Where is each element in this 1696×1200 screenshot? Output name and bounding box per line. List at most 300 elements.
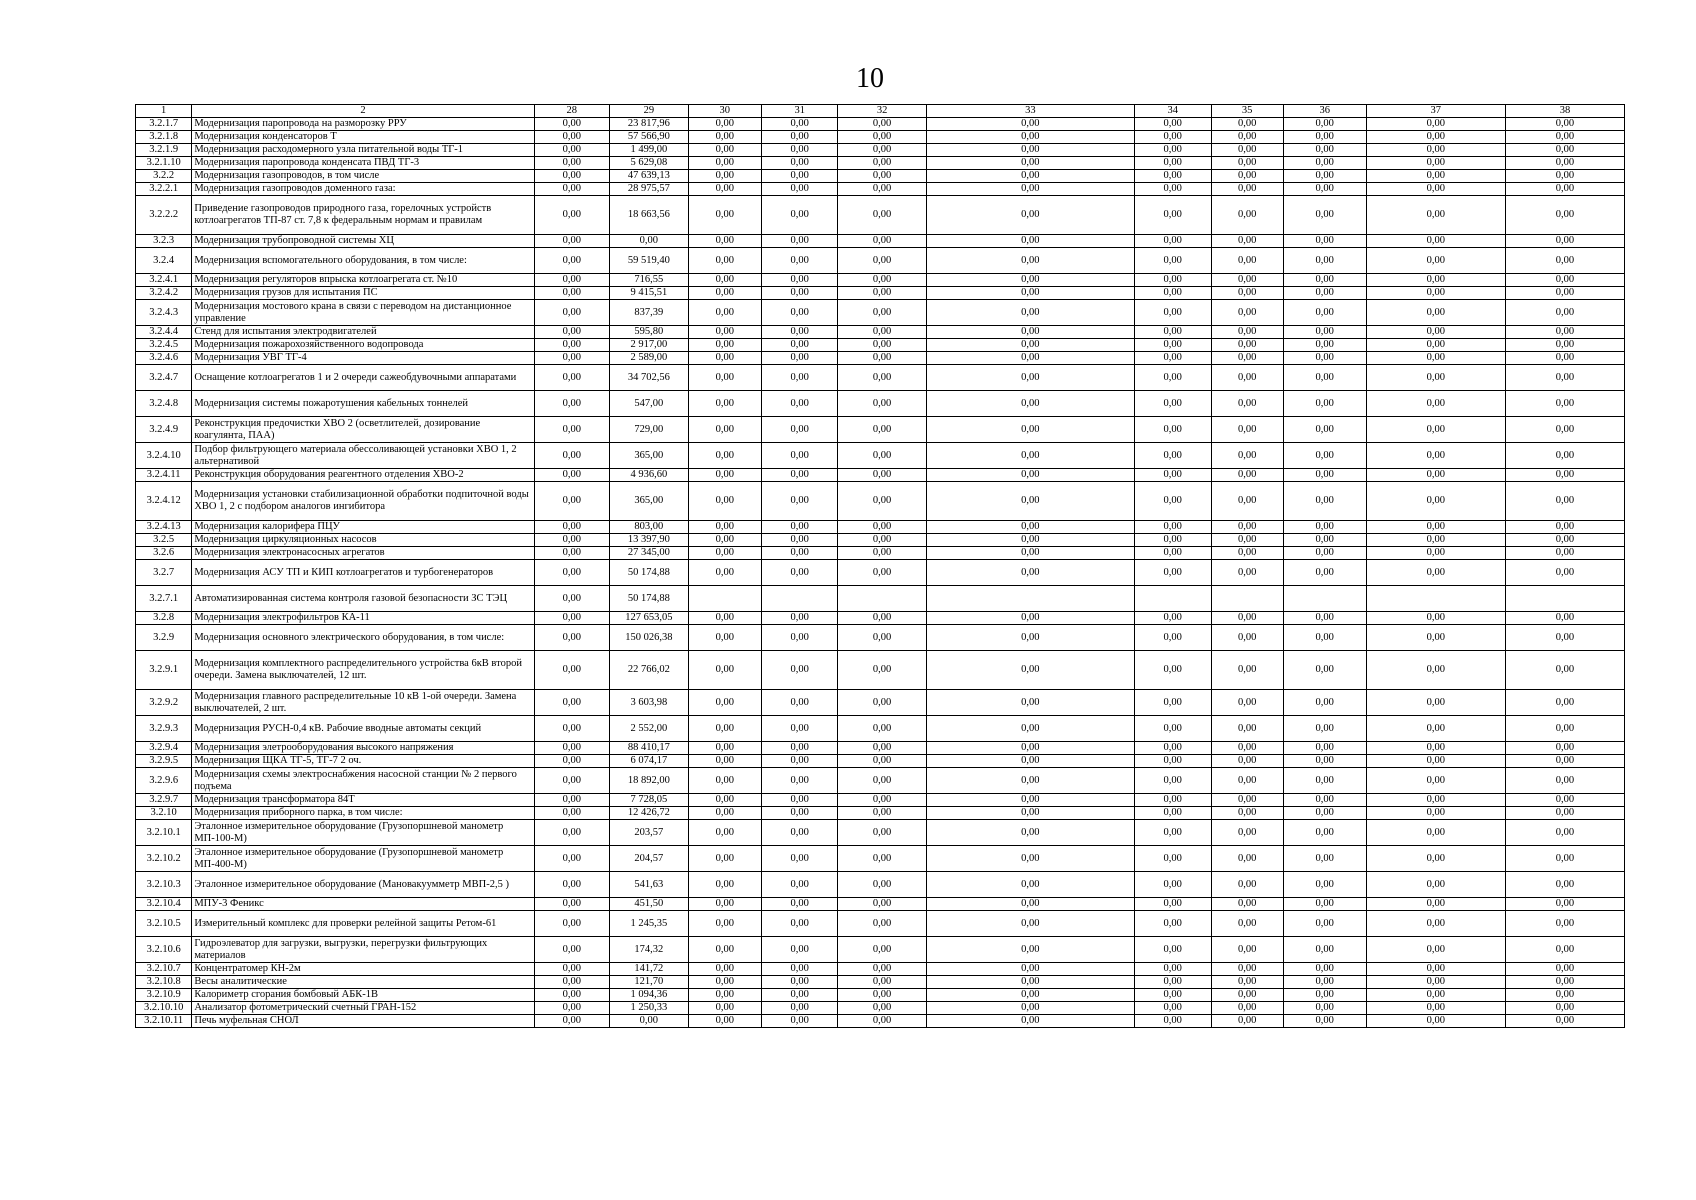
cell-col-32: 0,00 [838,1002,926,1015]
row-name: Модернизация ЩКА ТГ-5, ТГ-7 2 оч. [192,755,534,768]
table-row [136,963,1625,976]
cell-col-33: 0,00 [926,911,1134,937]
cell-col-29: 141,72 [610,963,689,976]
cell-col-30: 0,00 [688,690,761,716]
cell-col-28: 0,00 [534,365,609,391]
cell-col-29: 174,32 [610,937,689,963]
cell-col-38: 0,00 [1505,911,1624,937]
cell-col-36: 0,00 [1283,144,1366,157]
cell-col-34: 0,00 [1134,547,1211,560]
row-number: 3.2.10.8 [136,976,192,989]
cell-col-29: 150 026,38 [610,625,689,651]
cell-col-31: 0,00 [761,846,838,872]
cell-col-38: 0,00 [1505,625,1624,651]
cell-col-38 [1505,586,1624,612]
row-name: Модернизация главного распределительные 10 кВ 1-ой очереди. Замена выключателей, 2 шт. [192,690,534,716]
cell-col-28: 0,00 [534,547,609,560]
cell-col-36: 0,00 [1283,989,1366,1002]
column-header-2: 2 [192,105,534,118]
cell-col-34: 0,00 [1134,469,1211,482]
cell-col-35: 0,00 [1211,131,1283,144]
cell-col-33: 0,00 [926,1002,1134,1015]
cell-col-36: 0,00 [1283,690,1366,716]
column-header-32: 32 [838,105,926,118]
cell-col-30: 0,00 [688,170,761,183]
cell-col-36: 0,00 [1283,183,1366,196]
cell-col-33: 0,00 [926,625,1134,651]
row-number: 3.2.1.9 [136,144,192,157]
cell-col-28: 0,00 [534,534,609,547]
cell-col-38: 0,00 [1505,300,1624,326]
cell-col-36: 0,00 [1283,235,1366,248]
cell-col-32: 0,00 [838,612,926,625]
cell-col-37: 0,00 [1366,768,1505,794]
cell-col-30 [688,586,761,612]
cell-col-28: 0,00 [534,443,609,469]
cell-col-29: 203,57 [610,820,689,846]
cell-col-30: 0,00 [688,742,761,755]
cell-col-33: 0,00 [926,872,1134,898]
cell-col-35: 0,00 [1211,690,1283,716]
table-row [136,898,1625,911]
row-name: Модернизация расходомерного узла питательной воды ТГ-1 [192,144,534,157]
row-number: 3.2.9.4 [136,742,192,755]
cell-col-29: 1 094,36 [610,989,689,1002]
cell-col-31: 0,00 [761,690,838,716]
cell-col-28: 0,00 [534,131,609,144]
cell-col-32: 0,00 [838,1015,926,1028]
cell-col-37: 0,00 [1366,937,1505,963]
cell-col-38: 0,00 [1505,768,1624,794]
cell-col-28: 0,00 [534,768,609,794]
table-row [136,586,1625,612]
cell-col-28: 0,00 [534,417,609,443]
row-number: 3.2.4.9 [136,417,192,443]
header-row [136,105,1625,118]
table-row [136,443,1625,469]
cell-col-28: 0,00 [534,157,609,170]
cell-col-38: 0,00 [1505,391,1624,417]
cell-col-36: 0,00 [1283,118,1366,131]
cell-col-29: 803,00 [610,521,689,534]
cell-col-35 [1211,586,1283,612]
cell-col-32: 0,00 [838,391,926,417]
cell-col-36: 0,00 [1283,547,1366,560]
cell-col-30: 0,00 [688,157,761,170]
cell-col-30: 0,00 [688,521,761,534]
cell-col-34: 0,00 [1134,560,1211,586]
cell-col-34: 0,00 [1134,612,1211,625]
cell-col-37: 0,00 [1366,274,1505,287]
cell-col-32: 0,00 [838,482,926,521]
row-name: Модернизация основного электрического оборудования, в том числе: [192,625,534,651]
table-body [136,118,1625,1028]
cell-col-36: 0,00 [1283,365,1366,391]
cell-col-36: 0,00 [1283,196,1366,235]
cell-col-33: 0,00 [926,742,1134,755]
cell-col-32: 0,00 [838,547,926,560]
column-header-33: 33 [926,105,1134,118]
row-name: МПУ-3 Феникс [192,898,534,911]
cell-col-33: 0,00 [926,170,1134,183]
row-name: Концентратомер КН-2м [192,963,534,976]
cell-col-28: 0,00 [534,352,609,365]
row-name: Модернизация трансформатора 84Т [192,794,534,807]
row-name: Стенд для испытания электродвигателей [192,326,534,339]
cell-col-32: 0,00 [838,521,926,534]
cell-col-32: 0,00 [838,768,926,794]
cell-col-35: 0,00 [1211,196,1283,235]
cell-col-36: 0,00 [1283,716,1366,742]
cell-col-34: 0,00 [1134,651,1211,690]
table-row [136,521,1625,534]
cell-col-35: 0,00 [1211,1002,1283,1015]
cell-col-28: 0,00 [534,976,609,989]
cell-col-32: 0,00 [838,131,926,144]
cell-col-34: 0,00 [1134,716,1211,742]
cell-col-36: 0,00 [1283,248,1366,274]
cell-col-33: 0,00 [926,898,1134,911]
cell-col-30: 0,00 [688,183,761,196]
cell-col-32: 0,00 [838,755,926,768]
cell-col-31: 0,00 [761,417,838,443]
cell-col-32: 0,00 [838,144,926,157]
cell-col-33: 0,00 [926,560,1134,586]
cell-col-28: 0,00 [534,482,609,521]
row-number: 3.2.1.10 [136,157,192,170]
cell-col-36: 0,00 [1283,326,1366,339]
cell-col-32: 0,00 [838,976,926,989]
row-name: Модернизация электронасосных агрегатов [192,547,534,560]
cell-col-37: 0,00 [1366,131,1505,144]
cell-col-31: 0,00 [761,651,838,690]
cell-col-34: 0,00 [1134,911,1211,937]
row-number: 3.2.9.3 [136,716,192,742]
cell-col-32: 0,00 [838,846,926,872]
cell-col-31: 0,00 [761,872,838,898]
cell-col-30: 0,00 [688,469,761,482]
cell-col-30: 0,00 [688,716,761,742]
row-name: Реконструкция оборудования реагентного отделения ХВО-2 [192,469,534,482]
cell-col-28: 0,00 [534,196,609,235]
cell-col-32: 0,00 [838,235,926,248]
cell-col-38: 0,00 [1505,131,1624,144]
cell-col-37: 0,00 [1366,755,1505,768]
cell-col-37: 0,00 [1366,326,1505,339]
cell-col-34: 0,00 [1134,144,1211,157]
cell-col-35: 0,00 [1211,716,1283,742]
cell-col-30: 0,00 [688,755,761,768]
cell-col-37: 0,00 [1366,170,1505,183]
cell-col-35: 0,00 [1211,417,1283,443]
cell-col-30: 0,00 [688,976,761,989]
cell-col-37: 0,00 [1366,898,1505,911]
cell-col-28: 0,00 [534,651,609,690]
cell-col-30: 0,00 [688,989,761,1002]
row-name: Модернизация грузов для испытания ПС [192,287,534,300]
cell-col-32: 0,00 [838,326,926,339]
cell-col-33: 0,00 [926,651,1134,690]
cell-col-36: 0,00 [1283,872,1366,898]
row-name: Автоматизированная система контроля газовой безопасности ЗС ТЭЦ [192,586,534,612]
cell-col-33 [926,586,1134,612]
cell-col-34: 0,00 [1134,768,1211,794]
cell-col-34: 0,00 [1134,846,1211,872]
table-row [136,196,1625,235]
cell-col-34: 0,00 [1134,807,1211,820]
cell-col-30: 0,00 [688,235,761,248]
cell-col-33: 0,00 [926,443,1134,469]
row-number: 3.2.4.13 [136,521,192,534]
cell-col-36: 0,00 [1283,742,1366,755]
cell-col-31: 0,00 [761,365,838,391]
cell-col-29: 50 174,88 [610,560,689,586]
cell-col-38: 0,00 [1505,417,1624,443]
cell-col-28: 0,00 [534,872,609,898]
cell-col-28: 0,00 [534,612,609,625]
cell-col-38: 0,00 [1505,144,1624,157]
row-name: Модернизация регуляторов впрыска котлоагрегата ст. №10 [192,274,534,287]
column-header-37: 37 [1366,105,1505,118]
cell-col-33: 0,00 [926,300,1134,326]
cell-col-31: 0,00 [761,976,838,989]
cell-col-30: 0,00 [688,443,761,469]
cell-col-30: 0,00 [688,963,761,976]
cell-col-34: 0,00 [1134,417,1211,443]
cell-col-31: 0,00 [761,469,838,482]
cell-col-35: 0,00 [1211,300,1283,326]
row-number: 3.2.10.5 [136,911,192,937]
cell-col-35: 0,00 [1211,846,1283,872]
row-number: 3.2.2 [136,170,192,183]
cell-col-38: 0,00 [1505,820,1624,846]
cell-col-29: 0,00 [610,1015,689,1028]
cell-col-36: 0,00 [1283,820,1366,846]
row-number: 3.2.4.10 [136,443,192,469]
cell-col-30: 0,00 [688,534,761,547]
cell-col-31: 0,00 [761,911,838,937]
cell-col-38: 0,00 [1505,287,1624,300]
cell-col-30: 0,00 [688,820,761,846]
row-number: 3.2.7.1 [136,586,192,612]
cell-col-33: 0,00 [926,794,1134,807]
cell-col-31: 0,00 [761,183,838,196]
row-name: Анализатор фотометрический счетный ГРАН-152 [192,1002,534,1015]
table-row [136,690,1625,716]
cell-col-32: 0,00 [838,300,926,326]
cell-col-33: 0,00 [926,274,1134,287]
cell-col-34: 0,00 [1134,963,1211,976]
cell-col-38: 0,00 [1505,339,1624,352]
cell-col-33: 0,00 [926,768,1134,794]
cell-col-30: 0,00 [688,560,761,586]
cell-col-35: 0,00 [1211,976,1283,989]
cell-col-36: 0,00 [1283,560,1366,586]
cell-col-31: 0,00 [761,1002,838,1015]
cell-col-32: 0,00 [838,170,926,183]
cell-col-35: 0,00 [1211,339,1283,352]
cell-col-36: 0,00 [1283,976,1366,989]
cell-col-31: 0,00 [761,287,838,300]
cell-col-29: 5 629,08 [610,157,689,170]
cell-col-38: 0,00 [1505,794,1624,807]
table-row [136,482,1625,521]
cell-col-29: 0,00 [610,235,689,248]
table-row [136,625,1625,651]
row-number: 3.2.4 [136,248,192,274]
cell-col-29: 4 936,60 [610,469,689,482]
cell-col-37: 0,00 [1366,339,1505,352]
cell-col-36: 0,00 [1283,846,1366,872]
cell-col-33: 0,00 [926,482,1134,521]
row-number: 3.2.5 [136,534,192,547]
row-number: 3.2.9.7 [136,794,192,807]
cell-col-29: 27 345,00 [610,547,689,560]
cell-col-30: 0,00 [688,794,761,807]
row-number: 3.2.7 [136,560,192,586]
cell-col-29: 204,57 [610,846,689,872]
cell-col-37: 0,00 [1366,287,1505,300]
cell-col-35: 0,00 [1211,391,1283,417]
row-name: Модернизация паропровода конденсата ПВД ТГ-3 [192,157,534,170]
cell-col-33: 0,00 [926,287,1134,300]
cell-col-35: 0,00 [1211,1015,1283,1028]
cell-col-29: 59 519,40 [610,248,689,274]
cell-col-35: 0,00 [1211,534,1283,547]
cell-col-33: 0,00 [926,235,1134,248]
cell-col-31: 0,00 [761,898,838,911]
cell-col-28: 0,00 [534,469,609,482]
cell-col-35: 0,00 [1211,144,1283,157]
cell-col-33: 0,00 [926,118,1134,131]
cell-col-28: 0,00 [534,144,609,157]
table-row [136,560,1625,586]
cell-col-38: 0,00 [1505,1002,1624,1015]
cell-col-30: 0,00 [688,417,761,443]
cell-col-36: 0,00 [1283,755,1366,768]
cell-col-33: 0,00 [926,417,1134,443]
cell-col-30: 0,00 [688,118,761,131]
cell-col-38: 0,00 [1505,989,1624,1002]
cell-col-38: 0,00 [1505,235,1624,248]
cell-col-29: 7 728,05 [610,794,689,807]
cell-col-31: 0,00 [761,716,838,742]
row-number: 3.2.2.1 [136,183,192,196]
cell-col-31: 0,00 [761,118,838,131]
cell-col-37: 0,00 [1366,963,1505,976]
cell-col-38: 0,00 [1505,716,1624,742]
row-name: Модернизация газопроводов, в том числе [192,170,534,183]
cell-col-29: 837,39 [610,300,689,326]
cell-col-31: 0,00 [761,248,838,274]
row-name: Модернизация элетрооборудования высокого напряжения [192,742,534,755]
table-row [136,235,1625,248]
cell-col-36: 0,00 [1283,911,1366,937]
cell-col-28: 0,00 [534,235,609,248]
row-number: 3.2.10.7 [136,963,192,976]
cell-col-38: 0,00 [1505,963,1624,976]
table-header [136,105,1625,118]
cell-col-36: 0,00 [1283,469,1366,482]
cell-col-37: 0,00 [1366,976,1505,989]
table-row [136,534,1625,547]
row-name: Эталонное измерительное оборудование (Грузопоршневой манометр МП-100-М) [192,820,534,846]
cell-col-30: 0,00 [688,339,761,352]
cell-col-29: 716,55 [610,274,689,287]
cell-col-28: 0,00 [534,118,609,131]
table-row [136,807,1625,820]
cell-col-31: 0,00 [761,742,838,755]
cell-col-29: 595,80 [610,326,689,339]
cell-col-38: 0,00 [1505,742,1624,755]
cell-col-31: 0,00 [761,326,838,339]
cell-col-28: 0,00 [534,1015,609,1028]
cell-col-32: 0,00 [838,560,926,586]
cell-col-35: 0,00 [1211,287,1283,300]
cell-col-29: 2 589,00 [610,352,689,365]
cell-col-34: 0,00 [1134,976,1211,989]
cell-col-37: 0,00 [1366,1002,1505,1015]
row-number: 3.2.8 [136,612,192,625]
cell-col-29: 365,00 [610,443,689,469]
cell-col-28: 0,00 [534,300,609,326]
cell-col-34: 0,00 [1134,898,1211,911]
cell-col-28: 0,00 [534,287,609,300]
table-row [136,989,1625,1002]
cell-col-31: 0,00 [761,794,838,807]
cell-col-33: 0,00 [926,547,1134,560]
cell-col-32: 0,00 [838,937,926,963]
cell-col-31: 0,00 [761,131,838,144]
cell-col-37: 0,00 [1366,183,1505,196]
cell-col-29: 18 663,56 [610,196,689,235]
cell-col-34: 0,00 [1134,443,1211,469]
cell-col-33: 0,00 [926,937,1134,963]
column-header-36: 36 [1283,105,1366,118]
cell-col-34: 0,00 [1134,300,1211,326]
cell-col-29: 23 817,96 [610,118,689,131]
cell-col-32: 0,00 [838,742,926,755]
cell-col-36: 0,00 [1283,131,1366,144]
cell-col-35: 0,00 [1211,612,1283,625]
row-name: Модернизация паропровода на разморозку РРУ [192,118,534,131]
cell-col-34: 0,00 [1134,118,1211,131]
cell-col-32: 0,00 [838,963,926,976]
cell-col-30: 0,00 [688,625,761,651]
cell-col-34: 0,00 [1134,196,1211,235]
row-name: Модернизация схемы электроснабжения насосной станции № 2 первого подъема [192,768,534,794]
cell-col-29: 47 639,13 [610,170,689,183]
cell-col-32: 0,00 [838,794,926,807]
cell-col-34: 0,00 [1134,482,1211,521]
cell-col-34: 0,00 [1134,248,1211,274]
cell-col-30: 0,00 [688,352,761,365]
cell-col-28: 0,00 [534,586,609,612]
cell-col-38: 0,00 [1505,248,1624,274]
column-header-35: 35 [1211,105,1283,118]
cell-col-29: 34 702,56 [610,365,689,391]
cell-col-34: 0,00 [1134,794,1211,807]
cell-col-31: 0,00 [761,937,838,963]
cell-col-30: 0,00 [688,274,761,287]
column-header-1: 1 [136,105,192,118]
cell-col-35: 0,00 [1211,469,1283,482]
cell-col-29: 729,00 [610,417,689,443]
cell-col-32: 0,00 [838,248,926,274]
cell-col-38: 0,00 [1505,469,1624,482]
cell-col-30: 0,00 [688,1002,761,1015]
cell-col-30: 0,00 [688,1015,761,1028]
